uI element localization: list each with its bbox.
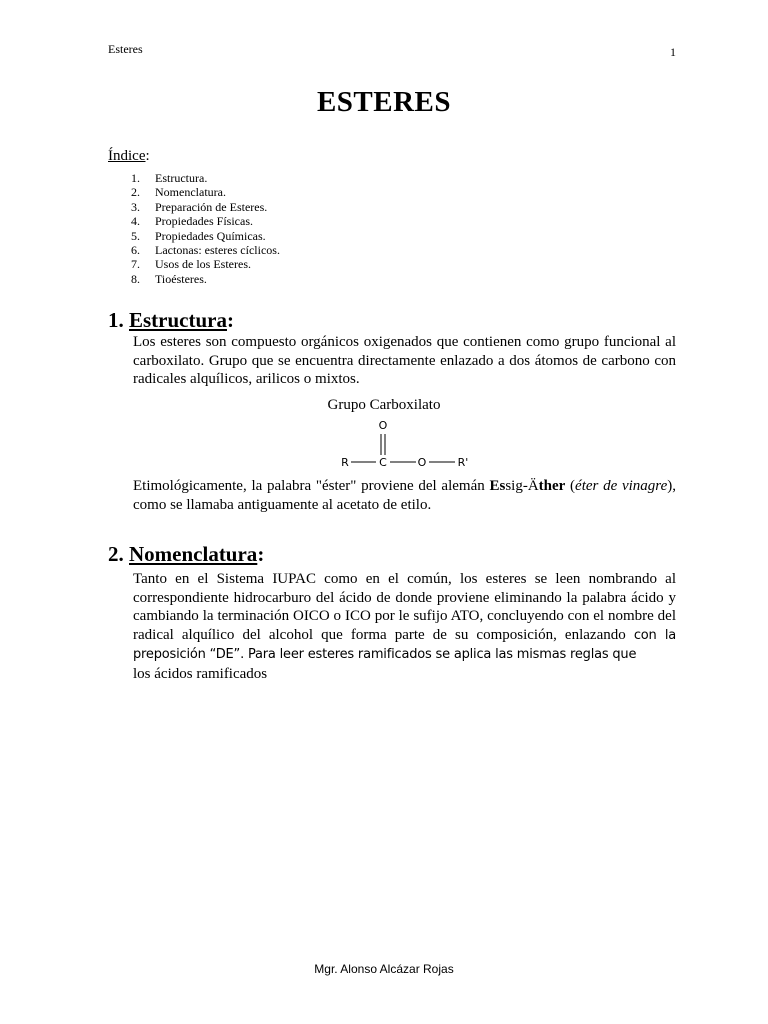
toc-item-number: 1. (131, 171, 140, 185)
toc-item (131, 200, 280, 214)
nomenclatura-text: Tanto en el Sistema IUPAC como en el común, los esteres se leen nombrando al correspondiente hidrocarburo del ácido de donde proviene eliminando la palabra ácido y cambiando la terminación OICO o ICO por le sufijo ATO, concluyendo con el nombre del radical alquílico del alcohol que forma parte de su composición, enlazando (133, 571, 676, 643)
toc-item (131, 257, 280, 271)
index-colon: : (145, 148, 150, 164)
etymology-text: ), como se llamaba antiguamente al acetato de etilo. (133, 478, 676, 513)
etymology-text: sig-Ä (505, 478, 539, 494)
toc-item-number: 6. (131, 243, 140, 258)
etymology-italic: éter de vinagre (575, 478, 668, 494)
toc-item (131, 185, 280, 199)
section-heading-nomenclatura (108, 542, 264, 567)
toc-item-text: Usos de los Esteres. (155, 257, 251, 272)
document-title: ESTERES (316, 86, 452, 118)
diagram-atom-c: C (379, 456, 387, 469)
toc-item (131, 272, 280, 286)
toc-item-text: Tioésteres. (155, 271, 207, 286)
nomenclatura-paragraph (133, 570, 676, 684)
nomenclatura-text-sans: con la preposición “DE”. Para leer esteres ramificados se aplica las mismas reglas que (133, 627, 677, 663)
toc-item-text: Propiedades Químicas. (155, 228, 266, 243)
toc-item-number: 5. (131, 228, 140, 243)
section-heading-estructura (108, 308, 234, 333)
section-colon: : (257, 542, 265, 566)
index-heading (108, 148, 150, 165)
etymology-paragraph (133, 477, 676, 514)
toc-item-text: Propiedades Físicas. (155, 214, 253, 229)
toc-item (131, 214, 280, 228)
diagram-atom-o: O (417, 456, 427, 469)
etymology-bold: Es (489, 478, 506, 494)
page-number: 1 (670, 45, 676, 59)
section-number: 2. (108, 542, 124, 566)
section-colon: : (227, 308, 234, 332)
estructura-paragraph: Los esteres son compuesto orgánicos oxigenados que contienen como grupo funcional al carboxilato. Grupo que se encuentra directamente enlazado a dos átomos de carbono con radicales alquílicos, arilicos o mixtos. (133, 334, 676, 388)
running-header: Esteres (108, 42, 143, 56)
index-label: Índice (108, 148, 146, 164)
etymology-text: ( (565, 478, 576, 494)
etymology-text: Etimológicamente, la palabra "éster" proviene del alemán (133, 478, 490, 494)
section-number: 1. (108, 308, 124, 332)
diagram-caption: Grupo Carboxilato (327, 397, 441, 413)
diagram-atom-r-prime: R' (457, 456, 469, 469)
toc-item (131, 229, 280, 243)
section-title: Nomenclatura (129, 542, 258, 566)
page-footer-author: Mgr. Alonso Alcázar Rojas (314, 962, 454, 976)
nomenclatura-text-end: los ácidos ramificados (133, 665, 268, 682)
toc-item-number: 4. (131, 214, 140, 229)
toc-item-number: 7. (131, 257, 140, 272)
diagram-atom-o-top: O (378, 419, 388, 432)
toc-item (131, 171, 280, 185)
toc-item (131, 243, 280, 257)
toc-item-text: Lactonas: esteres cíclicos. (155, 243, 280, 258)
toc-item-number: 2. (131, 185, 140, 200)
toc-item-text: Nomenclatura. (155, 185, 226, 200)
section-title: Estructura (129, 308, 227, 332)
toc-item-number: 3. (131, 199, 140, 214)
carboxylate-structure-diagram (330, 413, 490, 475)
etymology-bold: ther (538, 478, 566, 494)
diagram-atom-r: R (341, 456, 349, 469)
table-of-contents (131, 171, 280, 286)
toc-item-text: Estructura. (155, 171, 208, 185)
toc-item-text: Preparación de Esteres. (155, 199, 268, 214)
toc-item-number: 8. (131, 271, 140, 286)
